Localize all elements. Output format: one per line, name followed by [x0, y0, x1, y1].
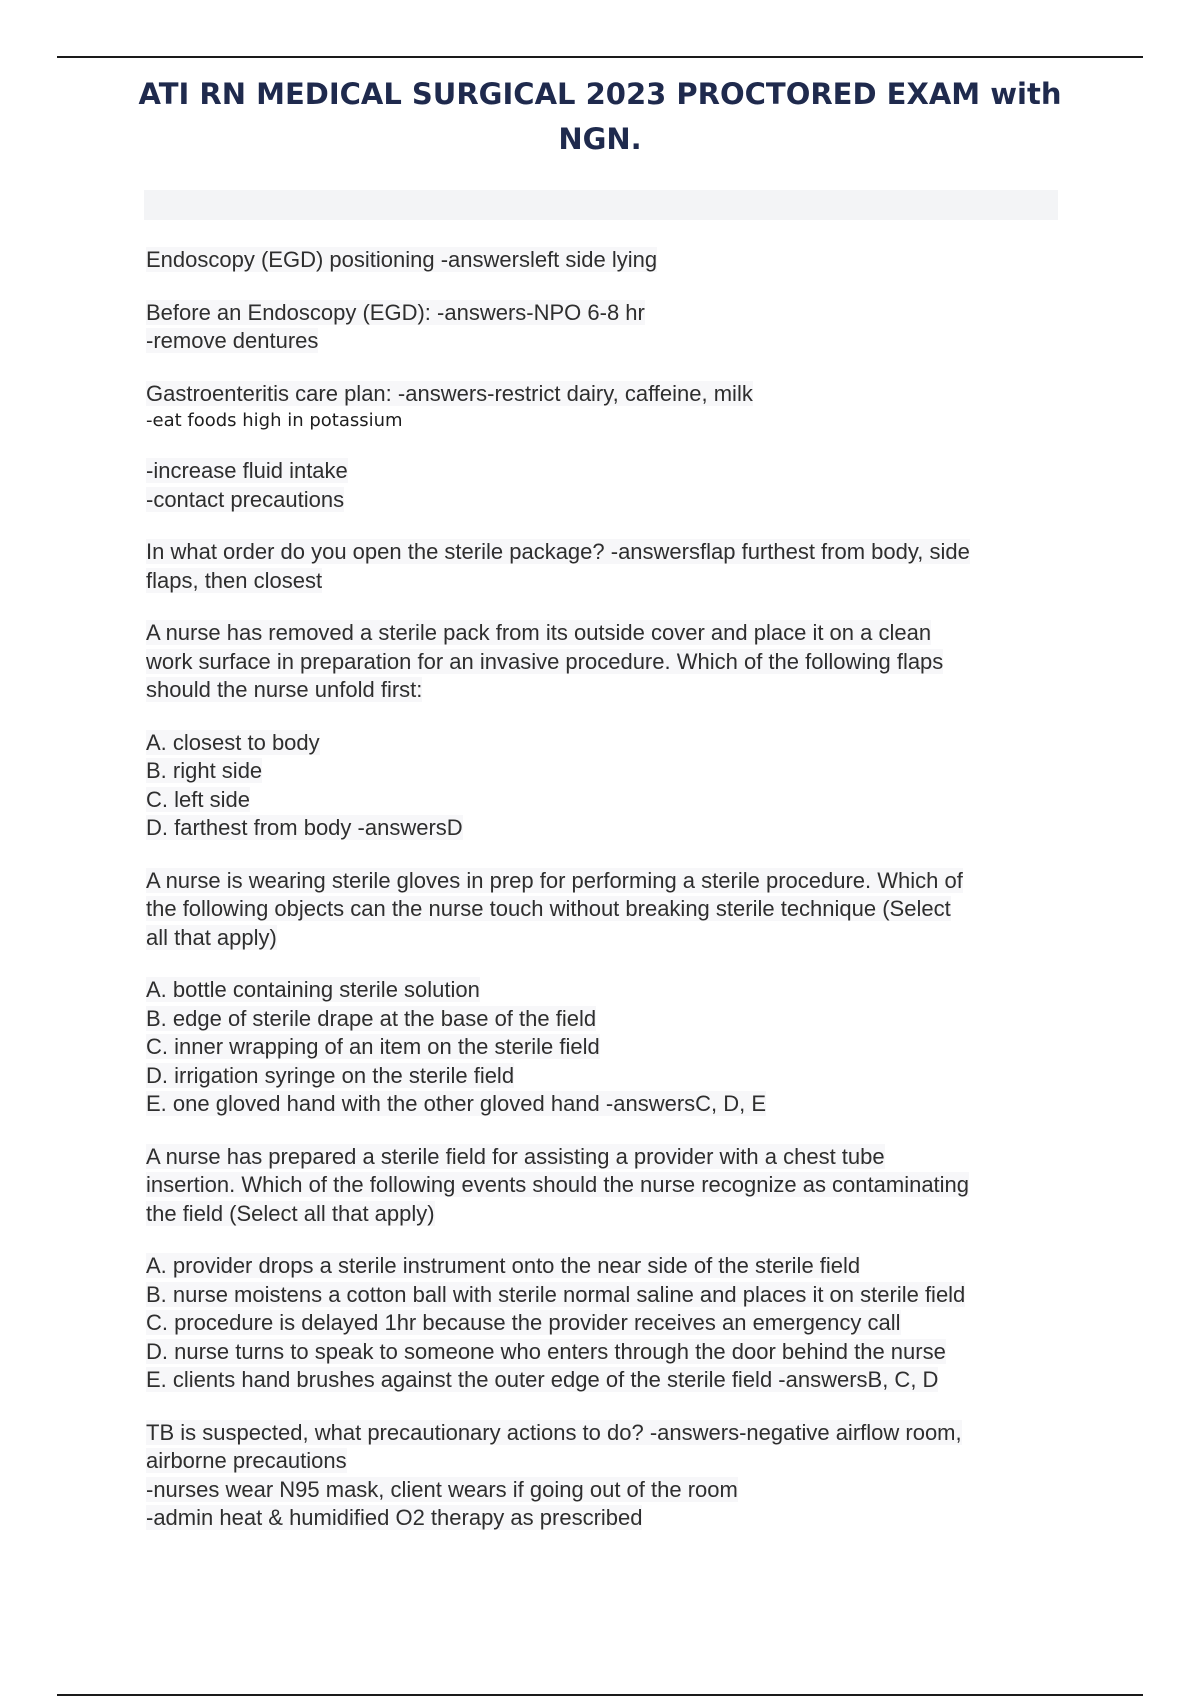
text-line-content: -admin heat & humidified O2 therapy as prescribed — [146, 1505, 643, 1530]
text-line — [146, 924, 1066, 953]
text-line-content: -increase fluid intake — [146, 458, 348, 483]
text-line-content: B. edge of sterile drape at the base of the field — [146, 1005, 597, 1031]
text-line-content: Before an Endoscopy (EGD): -answers-NPO 6-8 hr — [146, 299, 645, 325]
text-line-content: A nurse has prepared a sterile field for assisting a provider with a chest tube — [146, 1143, 885, 1169]
text-line — [146, 1005, 1066, 1034]
text-line — [146, 486, 1066, 515]
text-line-content: work surface in preparation for an invasive procedure. Which of the following flaps — [146, 648, 944, 674]
text-line-content: all that apply) — [146, 924, 277, 950]
document-body — [146, 246, 1066, 1557]
text-line — [146, 1309, 1066, 1338]
text-line — [146, 757, 1066, 786]
text-line-content: A nurse has removed a sterile pack from its outside cover and place it on a clean — [146, 620, 932, 645]
text-block — [146, 1143, 1066, 1229]
text-line-content: -contact precautions — [146, 486, 345, 512]
text-line-content: A nurse is wearing sterile gloves in prep for performing a sterile procedure. Which of — [146, 867, 963, 893]
text-line-content: Endoscopy (EGD) positioning -answersleft side lying — [146, 247, 658, 272]
text-line-content: flaps, then closest — [146, 567, 323, 593]
text-line — [146, 1281, 1066, 1310]
text-line — [146, 976, 1066, 1005]
text-block — [146, 380, 1066, 434]
text-block — [146, 867, 1066, 953]
text-line — [146, 567, 1066, 596]
text-block — [146, 457, 1066, 514]
text-line — [146, 895, 1066, 924]
text-line-content: C. inner wrapping of an item on the sterile field — [146, 1034, 600, 1059]
text-line — [146, 814, 1066, 843]
text-block — [146, 619, 1066, 705]
text-line-content: B. nurse moistens a cotton ball with sterile normal saline and places it on sterile field — [146, 1281, 966, 1307]
shaded-banner — [144, 190, 1058, 220]
text-line — [146, 1504, 1066, 1533]
text-line — [146, 1200, 1066, 1229]
text-line-content: D. farthest from body -answersD — [146, 815, 463, 840]
text-line-content: Gastroenteritis care plan: -answers-restrict dairy, caffeine, milk — [146, 380, 753, 406]
text-line — [146, 246, 1066, 275]
text-line — [146, 1366, 1066, 1395]
text-line — [146, 327, 1066, 356]
bottom-rule — [57, 1694, 1143, 1696]
text-line-content: TB is suspected, what precautionary actions to do? -answers-negative airflow room, — [146, 1419, 962, 1445]
text-line-content: the following objects can the nurse touch without breaking sterile technique (Select — [146, 896, 951, 921]
text-block — [146, 538, 1066, 595]
text-line — [146, 729, 1066, 758]
text-line — [146, 1447, 1066, 1476]
text-line — [146, 648, 1066, 677]
text-line-content: -nurses wear N95 mask, client wears if going out of the room — [146, 1476, 738, 1502]
text-line-content: A. provider drops a sterile instrument onto the near side of the sterile field — [146, 1253, 861, 1278]
text-line — [146, 1143, 1066, 1172]
text-line — [146, 1062, 1066, 1091]
text-line-content: -remove dentures — [146, 328, 319, 353]
text-line-content: C. procedure is delayed 1hr because the provider receives an emergency call — [146, 1310, 901, 1335]
text-line-content: should the nurse unfold first: — [146, 677, 423, 702]
text-line — [146, 1252, 1066, 1281]
text-line-content: D. irrigation syringe on the sterile field — [146, 1062, 515, 1088]
text-line — [146, 619, 1066, 648]
text-line — [146, 380, 1066, 409]
text-line — [146, 299, 1066, 328]
text-line-content: B. right side — [146, 758, 263, 783]
text-line-content: D. nurse turns to speak to someone who enters through the door behind the nurse — [146, 1338, 946, 1364]
text-block — [146, 246, 1066, 275]
text-line-content: A. closest to body — [146, 729, 320, 755]
text-block — [146, 729, 1066, 843]
text-line — [146, 1476, 1066, 1505]
text-line-content: E. clients hand brushes against the outer edge of the sterile field -answersB, C, D — [146, 1367, 939, 1392]
text-line-content: insertion. Which of the following events should the nurse recognize as contaminating — [146, 1172, 970, 1197]
text-line-content: airborne precautions — [146, 1448, 347, 1473]
text-block — [146, 976, 1066, 1119]
text-block — [146, 1252, 1066, 1395]
text-line-content: A. bottle containing sterile solution — [146, 977, 480, 1002]
text-line — [146, 1033, 1066, 1062]
text-line — [146, 1171, 1066, 1200]
text-line-content: C. left side — [146, 786, 250, 812]
text-line — [146, 1338, 1066, 1367]
text-line — [146, 538, 1066, 567]
text-line — [146, 867, 1066, 896]
text-line — [146, 786, 1066, 815]
text-line — [146, 676, 1066, 705]
top-rule — [57, 56, 1143, 58]
text-block — [146, 299, 1066, 356]
text-line — [146, 1419, 1066, 1448]
text-block — [146, 1419, 1066, 1533]
text-line-content: In what order do you open the sterile package? -answersflap furthest from body, side — [146, 539, 970, 564]
text-line-content: E. one gloved hand with the other gloved hand -answersC, D, E — [146, 1091, 767, 1116]
document-title: ATI RN MEDICAL SURGICAL 2023 PROCTORED EXAM with NGN. — [138, 77, 1062, 156]
text-line — [146, 1090, 1066, 1119]
text-line-small: -eat foods high in potassium — [146, 410, 403, 431]
text-line-content: the field (Select all that apply) — [146, 1200, 435, 1226]
text-line — [146, 457, 1066, 486]
